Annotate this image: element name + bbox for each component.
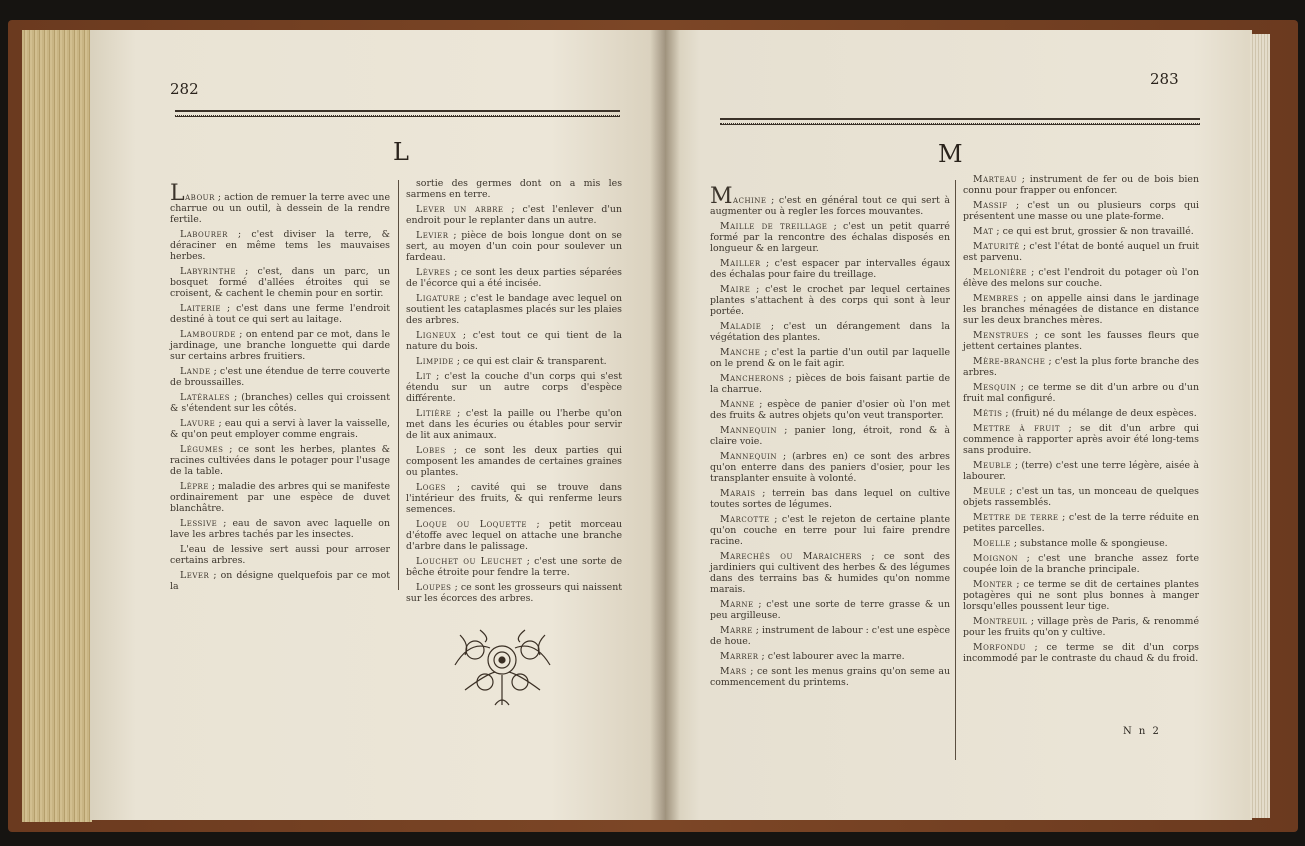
entry-headword: Lambourde: [180, 329, 236, 340]
entry-headword: Lessive: [180, 518, 218, 529]
entry-headword: Monter: [973, 579, 1013, 590]
dictionary-entry: [170, 266, 390, 299]
entry-definition: ; village près de Paris, & renommé pour les fruits qu'on y cultive.: [963, 616, 1199, 638]
dictionary-entry: [406, 293, 622, 326]
entry-headword: Latérales: [180, 392, 231, 403]
entry-definition: ; on appelle ainsi dans le jardinage les branches ménagées de distance en distance sur les deux branches mères.: [963, 293, 1199, 326]
dictionary-entry: [170, 444, 390, 477]
entry-definition: ; eau qui a servi à laver la vaisselle, & qu'on peut employer comme engrais.: [170, 418, 390, 440]
entry-headword: Marteau: [973, 174, 1018, 185]
entry-definition: ; c'est l'enlever d'un endroit pour le replanter dans un autre.: [406, 204, 622, 226]
book-gutter: [650, 30, 680, 820]
page-edges-right: [1250, 34, 1270, 818]
entry-headword: Lèvres: [416, 267, 451, 278]
entry-definition: ; ce sont les menus grains qu'on seme au commencement du printems.: [710, 666, 950, 688]
page-number-right: 283: [1150, 70, 1179, 88]
entry-headword: Mannequin: [720, 451, 778, 462]
entry-definition: ; c'est labourer avec la marre.: [758, 651, 905, 662]
entry-headword: Lit: [416, 371, 432, 382]
entry-headword: Ligneux: [416, 330, 457, 341]
dictionary-entry: [710, 221, 950, 254]
dictionary-entry: [963, 616, 1199, 638]
dictionary-entry: [963, 642, 1199, 664]
left-page: [90, 30, 665, 820]
entry-headword: Levier: [416, 230, 449, 241]
entry-definition: ; panier long, étroit, rond & à claire voie.: [710, 425, 950, 447]
entry-headword: Machine: [710, 184, 767, 209]
header-rule-right: [720, 118, 1200, 125]
dictionary-entry: [963, 423, 1199, 456]
left-column-2: [406, 178, 622, 608]
entry-definition: ; c'est une sorte de terre grasse & un peu argilleuse.: [710, 599, 950, 621]
dictionary-entry: [963, 174, 1199, 196]
floral-ornament: [445, 620, 560, 710]
dictionary-entry: [406, 408, 622, 441]
entry-headword: Métis: [973, 408, 1003, 419]
dictionary-entry: [170, 570, 390, 592]
entry-definition: ; c'est un ou plusieurs corps qui présentent une masse ou une plate-forme.: [963, 200, 1199, 222]
dictionary-entry: [963, 408, 1199, 419]
dictionary-entry: [406, 267, 622, 289]
entry-headword: Marais: [720, 488, 756, 499]
dictionary-entry: [710, 399, 950, 421]
entry-definition: ; ce terme se dit d'un corps incommodé par le contraste du chaud & du froid.: [963, 642, 1199, 664]
entry-headword: Moelle: [973, 538, 1011, 549]
dictionary-entry: [170, 303, 390, 325]
right-column-2: [963, 174, 1199, 668]
entry-headword: Morfondu: [973, 642, 1026, 653]
entry-definition: ; ce qui est clair & transparent.: [453, 356, 607, 367]
entry-definition: ; c'est de la terre réduite en petites parcelles.: [963, 512, 1200, 534]
dictionary-entry: [963, 293, 1199, 326]
entry-definition: ; espèce de panier d'osier où l'on met des fruits & autres objets qu'on veut transporter.: [710, 399, 950, 421]
entry-headword: Menstrues: [973, 330, 1029, 341]
dictionary-entry: [710, 514, 950, 547]
entry-definition: ; c'est un tas, un monceau de quelques objets rassemblés.: [963, 486, 1199, 508]
entry-definition: ; instrument de labour : c'est une espèce de houe.: [710, 625, 950, 647]
entry-headword: Litière: [416, 408, 452, 419]
entry-definition: ; cavité qui se trouve dans l'intérieur des fruits, & qui renferme leurs semences.: [406, 482, 622, 515]
section-letter-right: M: [938, 140, 963, 168]
entry-headword: Maladie: [720, 321, 762, 332]
left-column-1: [170, 181, 390, 596]
entry-definition: ; ce sont les grosseurs qui naissent sur les écorces des arbres.: [406, 582, 622, 604]
dictionary-entry: [963, 226, 1199, 237]
entry-definition: ; ce sont les deux parties séparées de l'écorce qui a été incisée.: [406, 267, 622, 289]
entry-headword: Membres: [973, 293, 1019, 304]
dictionary-entry: [170, 418, 390, 440]
right-column-1: [710, 184, 950, 692]
entry-headword: Mailler: [720, 258, 761, 269]
dictionary-entry: [963, 330, 1199, 352]
dictionary-entry: [170, 392, 390, 414]
dictionary-entry: [963, 267, 1199, 289]
entry-headword: Maire: [720, 284, 751, 295]
signature-mark: N n 2: [1123, 726, 1161, 737]
entry-headword: Lever: [180, 570, 210, 581]
column-divider-right: [955, 180, 956, 760]
dictionary-entry: [710, 599, 950, 621]
entry-headword: Laiterie: [180, 303, 221, 314]
entry-headword: Mat: [973, 226, 994, 237]
entry-headword: Mettre à fruit: [973, 423, 1061, 434]
entry-headword: Massif: [973, 200, 1008, 211]
dictionary-entry: [710, 625, 950, 647]
dictionary-entry: [710, 488, 950, 510]
dictionary-entry: [406, 204, 622, 226]
entry-definition: L'eau de lessive sert aussi pour arroser certains arbres.: [170, 544, 390, 566]
dictionary-entry: [963, 538, 1199, 549]
dictionary-entry: [406, 556, 622, 578]
entry-definition: ; c'est le crochet par lequel certaines plantes s'attachent à des corps qui sont à leur portée.: [710, 284, 950, 317]
entry-definition: ; ce sont les fausses fleurs que jettent certaines plantes.: [963, 330, 1199, 352]
dictionary-entry: [406, 178, 622, 200]
dictionary-entry: [170, 544, 390, 566]
entry-headword: Melonière: [973, 267, 1027, 278]
entry-definition: ; pièce de bois longue dont on se sert, au moyen d'un coin pour soulever un fardeau.: [406, 230, 622, 263]
dictionary-entry: [170, 481, 390, 514]
dictionary-entry: [406, 582, 622, 604]
dictionary-entry: [170, 329, 390, 362]
dictionary-entry: [170, 229, 390, 262]
header-rule-left: [175, 110, 620, 117]
entry-headword: Manche: [720, 347, 761, 358]
entry-headword: Marne: [720, 599, 754, 610]
dictionary-entry: [710, 425, 950, 447]
entry-definition: ; instrument de fer ou de bois bien connu pour frapper ou enfoncer.: [963, 174, 1199, 196]
entry-definition: ; c'est, dans un parc, un bosquet formé d'allées étroites qui se croisent, & cachent le chemin pour en sortir.: [170, 266, 390, 299]
entry-headword: Loque ou Loquette: [416, 519, 528, 530]
entry-headword: Moignon: [973, 553, 1019, 564]
entry-headword: Maturité: [973, 241, 1020, 252]
entry-definition: ; c'est tout ce qui tient de la nature du bois.: [406, 330, 622, 352]
entry-definition: ; c'est le bandage avec lequel on soutient les cataplasmes placés sur les plaies des arbres.: [406, 293, 622, 326]
entry-definition: ; c'est l'endroit du potager où l'on élève des melons sur couche.: [963, 267, 1199, 289]
entry-headword: Montreuil: [973, 616, 1028, 627]
entry-definition: ; eau de savon avec laquelle on lave les arbres tachés par les insectes.: [170, 518, 390, 540]
entry-definition: ; pièces de bois faisant partie de la charrue.: [710, 373, 950, 395]
dictionary-entry: [710, 258, 950, 280]
entry-definition: ; ce terme se dit d'un arbre ou d'un fruit mal configuré.: [963, 382, 1199, 404]
entry-definition: ; action de remuer la terre avec une charrue ou un outil, à dessein de la rendre fertile.: [170, 192, 390, 225]
entry-definition: sortie des germes dont on a mis les sarmens en terre.: [406, 178, 622, 200]
entry-definition: ; maladie des arbres qui se manifeste ordinairement par une espèce de duvet blanchâtre.: [170, 481, 390, 514]
dictionary-entry: [406, 482, 622, 515]
dictionary-entry: [710, 284, 950, 317]
entry-definition: ; c'est la partie d'un outil par laquelle on le prend & on le fait agir.: [710, 347, 950, 369]
entry-headword: Ligature: [416, 293, 461, 304]
entry-definition: ; c'est un dérangement dans la végétation des plantes.: [710, 321, 950, 343]
dictionary-entry: [406, 371, 622, 404]
entry-definition: ; (fruit) né du mélange de deux espèces.: [1002, 408, 1197, 419]
dictionary-entry: [963, 241, 1199, 263]
entry-definition: ; ce sont des jardiniers qui cultivent des herbes & des légumes dans des terrains bas & humides qu'on nomme marais.: [710, 551, 950, 595]
entry-headword: Labour: [170, 181, 215, 206]
entry-headword: Mesquin: [973, 382, 1017, 393]
entry-headword: Marcotte: [720, 514, 770, 525]
section-letter-left: L: [393, 138, 409, 166]
entry-definition: ; petit morceau d'étoffe avec lequel on attache une branche d'arbre dans le palissage.: [406, 519, 622, 552]
entry-headword: Lobes: [416, 445, 446, 456]
entry-headword: Marechés ou Maraichers: [720, 551, 863, 562]
dictionary-entry: [406, 330, 622, 352]
entry-definition: ; ce terme se dit de certaines plantes potagères qui ne sont plus bonnes à manger lorsqu'elles poussent leur tige.: [963, 579, 1199, 612]
dictionary-entry: [710, 651, 950, 662]
entry-definition: ; c'est espacer par intervalles égaux des échalas pour faire du treillage.: [710, 258, 950, 280]
entry-definition: ; c'est le rejeton de certaine plante qu'on couche en terre pour lui faire prendre racine.: [710, 514, 950, 547]
page-edges-left: [22, 30, 92, 822]
dictionary-entry: [710, 347, 950, 369]
entry-headword: Lande: [180, 366, 211, 377]
dictionary-entry: [710, 551, 950, 595]
dictionary-entry: [963, 382, 1199, 404]
dictionary-entry: [963, 486, 1199, 508]
dictionary-entry: [170, 181, 390, 225]
entry-definition: ; (terre) c'est une terre légère, aisée à labourer.: [963, 460, 1199, 482]
dictionary-entry: [406, 356, 622, 367]
entry-definition: ; c'est une étendue de terre couverte de broussailles.: [170, 366, 390, 388]
entry-headword: Mars: [720, 666, 747, 677]
entry-definition: ; c'est la couche d'un corps qui s'est étendu sur un autre corps d'espèce différente.: [406, 371, 622, 404]
entry-headword: Mancherons: [720, 373, 785, 384]
dictionary-entry: [710, 373, 950, 395]
entry-headword: Lèpre: [180, 481, 209, 492]
entry-definition: ; c'est une branche assez forte coupée loin de la branche principale.: [963, 553, 1199, 575]
entry-headword: Labourer: [180, 229, 228, 240]
entry-headword: Marrer: [720, 651, 759, 662]
entry-headword: Limpide: [416, 356, 454, 367]
entry-headword: Légumes: [180, 444, 224, 455]
entry-definition: ; c'est la paille ou l'herbe qu'on met dans les écuries ou étables pour servir de lit aux animaux.: [406, 408, 622, 441]
entry-definition: ; (arbres en) ce sont des arbres qu'on enterre dans des paniers d'osier, pour les transplanter ensuite à volonté.: [710, 451, 950, 484]
dictionary-entry: [406, 230, 622, 263]
right-page: [665, 30, 1252, 820]
entry-definition: ; ce sont les deux parties qui composent les amandes de certaines graines ou plantes.: [406, 445, 622, 478]
column-divider-left: [398, 180, 399, 590]
entry-headword: Labyrinthe: [180, 266, 236, 277]
dictionary-entry: [963, 579, 1199, 612]
entry-definition: ; on désigne quelquefois par ce mot la: [170, 570, 390, 592]
entry-headword: Lever un arbre: [416, 204, 504, 215]
entry-definition: ; c'est la plus forte branche des arbres.: [963, 356, 1199, 378]
entry-headword: Mettre de terre: [973, 512, 1059, 523]
entry-headword: Manne: [720, 399, 755, 410]
dictionary-entry: [710, 184, 950, 217]
entry-definition: ; (branches) celles qui croissent & s'étendent sur les côtés.: [170, 392, 390, 414]
dictionary-entry: [406, 445, 622, 478]
entry-definition: ; c'est l'état de bonté auquel un fruit est parvenu.: [963, 241, 1199, 263]
entry-headword: Louchet ou Leuchet: [416, 556, 523, 567]
entry-headword: Mère-branche: [973, 356, 1046, 367]
entry-definition: ; c'est une sorte de bêche étroite pour fendre la terre.: [406, 556, 622, 578]
entry-headword: Loupes: [416, 582, 452, 593]
entry-headword: Mannequin: [720, 425, 778, 436]
entry-definition: ; ce qui est brut, grossier & non travaillé.: [993, 226, 1194, 237]
dictionary-entry: [710, 451, 950, 484]
entry-definition: ; ce sont les herbes, plantes & racines cultivées dans le potager pour l'usage de la table.: [170, 444, 390, 477]
dictionary-entry: [170, 366, 390, 388]
entry-definition: ; c'est diviser la terre, & déraciner en même tems les mauvaises herbes.: [170, 229, 390, 262]
page-number-left: 282: [170, 80, 199, 98]
entry-headword: Maille de treillage: [720, 221, 828, 232]
entry-headword: Loges: [416, 482, 446, 493]
dictionary-entry: [963, 460, 1199, 482]
dictionary-entry: [963, 512, 1199, 534]
dictionary-entry: [963, 200, 1199, 222]
dictionary-entry: [710, 321, 950, 343]
entry-definition: ; c'est dans une ferme l'endroit destiné à tout ce qui sert au laitage.: [170, 303, 390, 325]
entry-definition: ; se dit d'un arbre qui commence à rapporter après avoir été long-tems sans produire.: [963, 423, 1199, 456]
entry-definition: ; c'est en général tout ce qui sert à augmenter ou à regler les forces mouvantes.: [710, 195, 950, 217]
entry-definition: ; terrein bas dans lequel on cultive toutes sortes de légumes.: [710, 488, 950, 510]
dictionary-entry: [406, 519, 622, 552]
entry-definition: ; c'est un petit quarré formé par la rencontre des échalas disposés en longueur & en largeur.: [710, 221, 950, 254]
entry-headword: Marre: [720, 625, 753, 636]
dictionary-entry: [710, 666, 950, 688]
entry-headword: Meuble: [973, 460, 1012, 471]
dictionary-entry: [963, 553, 1199, 575]
entry-definition: ; on entend par ce mot, dans le jardinage, une branche longuette qui darde sur certains arbres fruitiers.: [170, 329, 390, 362]
entry-headword: Meule: [973, 486, 1006, 497]
entry-headword: Lavure: [180, 418, 216, 429]
entry-definition: ; substance molle & spongieuse.: [1010, 538, 1168, 549]
dictionary-entry: [963, 356, 1199, 378]
dictionary-entry: [170, 518, 390, 540]
